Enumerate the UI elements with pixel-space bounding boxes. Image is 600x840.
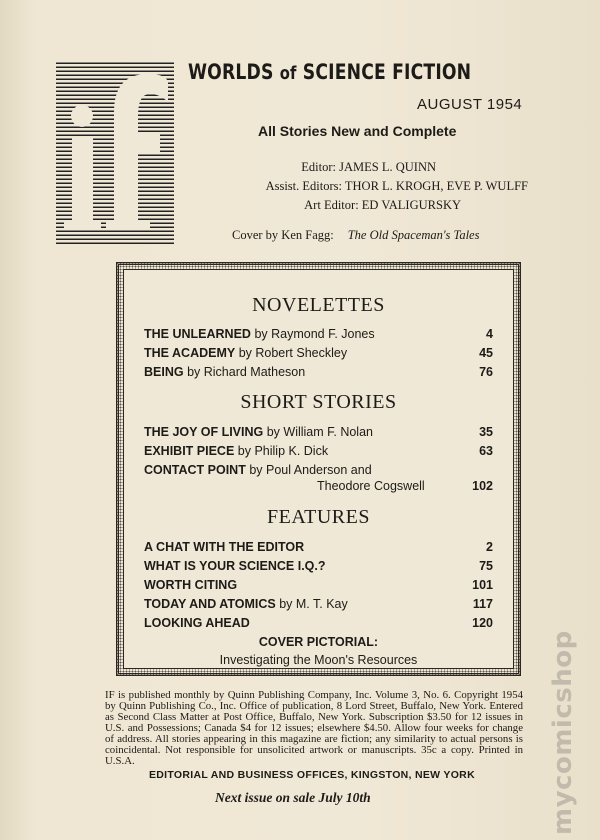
- section-title-features: FEATURES: [267, 506, 370, 528]
- toc-entry-page-row: [144, 479, 493, 495]
- entry-author: by William F. Nolan: [266, 425, 373, 439]
- offices-line: EDITORIAL AND BUSINESS OFFICES, KINGSTON, NEW YORK: [149, 769, 475, 781]
- entry-title: THE ACADEMY: [144, 346, 236, 360]
- entry-title: CONTACT POINT: [144, 463, 246, 477]
- section-title-short-stories: SHORT STORIES: [240, 391, 397, 413]
- assist-editors-credit: [266, 179, 528, 194]
- entry-author: by Poul Anderson and: [249, 463, 372, 477]
- entry-title: WHAT IS YOUR SCIENCE I.Q.?: [144, 559, 326, 573]
- entry-author: by Philip K. Dick: [237, 444, 329, 458]
- pictorial-title: COVER PICTORIAL:: [258, 635, 379, 649]
- toc-entry[interactable]: [144, 578, 493, 594]
- entry-title: WORTH CITING: [144, 578, 238, 592]
- entry-author: by Richard Matheson: [187, 365, 306, 379]
- contents-box: [116, 262, 521, 676]
- toc-entry[interactable]: [144, 463, 493, 479]
- assist-names: THOR L. KROGH, EVE P. WULFF: [344, 179, 528, 193]
- toc-entry[interactable]: [144, 540, 493, 556]
- title-science-fiction: SCIENCE FICTION: [302, 60, 472, 84]
- entry-title: TODAY AND ATOMICS: [144, 597, 276, 611]
- toc-entry[interactable]: [144, 425, 493, 441]
- art-name: ED VALIGURSKY: [361, 198, 461, 212]
- toc-entry[interactable]: [144, 559, 493, 575]
- entry-page: 102: [472, 479, 493, 493]
- entry-page: 45: [479, 346, 493, 360]
- title-of: of: [279, 63, 297, 84]
- issue-date: AUGUST 1954: [417, 96, 523, 113]
- entry-author: by M. T. Kay: [279, 597, 348, 611]
- entry-title: THE JOY OF LIVING: [144, 425, 264, 439]
- art-label: Art Editor:: [304, 198, 359, 212]
- entry-page: 4: [486, 327, 493, 341]
- entry-page: 75: [479, 559, 493, 573]
- entry-page: 63: [479, 444, 493, 458]
- if-logo: [56, 60, 174, 244]
- entry-title: LOOKING AHEAD: [144, 616, 250, 630]
- entry-author: by Raymond F. Jones: [254, 327, 375, 341]
- entry-title: A CHAT WITH THE EDITOR: [144, 540, 305, 554]
- cover-label: Cover by Ken Fagg:: [232, 228, 334, 242]
- cover-title: The Old Spaceman's Tales: [347, 228, 480, 242]
- cover-pictorial-title: [124, 635, 513, 649]
- editor-credit: [301, 160, 436, 175]
- if-logo-glyph: [56, 60, 174, 244]
- entry-page: 117: [472, 597, 493, 611]
- contents-inner: [123, 269, 514, 669]
- title-worlds: WORLDS: [188, 60, 274, 84]
- entry-title: BEING: [144, 365, 184, 379]
- entry-page: 35: [479, 425, 493, 439]
- entry-title: THE UNLEARNED: [144, 327, 251, 341]
- toc-entry[interactable]: [144, 616, 493, 632]
- assist-label: Assist. Editors:: [265, 179, 342, 193]
- toc-entry[interactable]: [144, 346, 493, 362]
- tagline: All Stories New and Complete: [258, 123, 457, 139]
- magazine-title: [188, 60, 472, 84]
- art-editor-credit: [304, 198, 461, 213]
- toc-entry[interactable]: [144, 444, 493, 460]
- toc-entry[interactable]: [144, 327, 493, 343]
- entry-page: 120: [472, 616, 493, 630]
- entry-author-continued: Theodore Cogswell: [317, 479, 425, 493]
- cover-pictorial-desc: Investigating the Moon's Resources: [219, 653, 418, 667]
- cover-credit: [232, 228, 479, 243]
- toc-entry[interactable]: [144, 365, 493, 381]
- entry-page: 101: [472, 578, 493, 592]
- editor-label: Editor:: [301, 160, 336, 174]
- section-title-novelettes: NOVELETTES: [252, 294, 385, 316]
- watermark: mycomicshop: [548, 630, 578, 835]
- publication-fine-print: IF is published monthly by Quinn Publishing Company, Inc. Volume 3, No. 6. Copyright 1954 by Quinn Publishing Co., Inc. Office of publication, 8 Lord Street, Buffalo, New York. Entered as Second Class Matter at Post Office, Buffalo, New York. Subscription $3.50 for 12 issues in U.S. and Possessions; Canada $4 for 12 issues; elsewhere $4.50. Allow four weeks for change of address. All stories appearing in this magazine are fiction; any similarity to actual persons is coincidental. Not responsible for unsolicited artwork or manuscripts. 35c a copy. Printed in U.S.A.: [105, 689, 523, 767]
- editor-name: JAMES L. QUINN: [339, 160, 436, 174]
- toc-entry[interactable]: [144, 597, 493, 613]
- entry-page: 76: [479, 365, 493, 379]
- entry-title: EXHIBIT PIECE: [144, 444, 235, 458]
- entry-author: by Robert Sheckley: [238, 346, 348, 360]
- entry-page: 2: [486, 540, 493, 554]
- next-issue-line: Next issue on sale July 10th: [215, 790, 371, 805]
